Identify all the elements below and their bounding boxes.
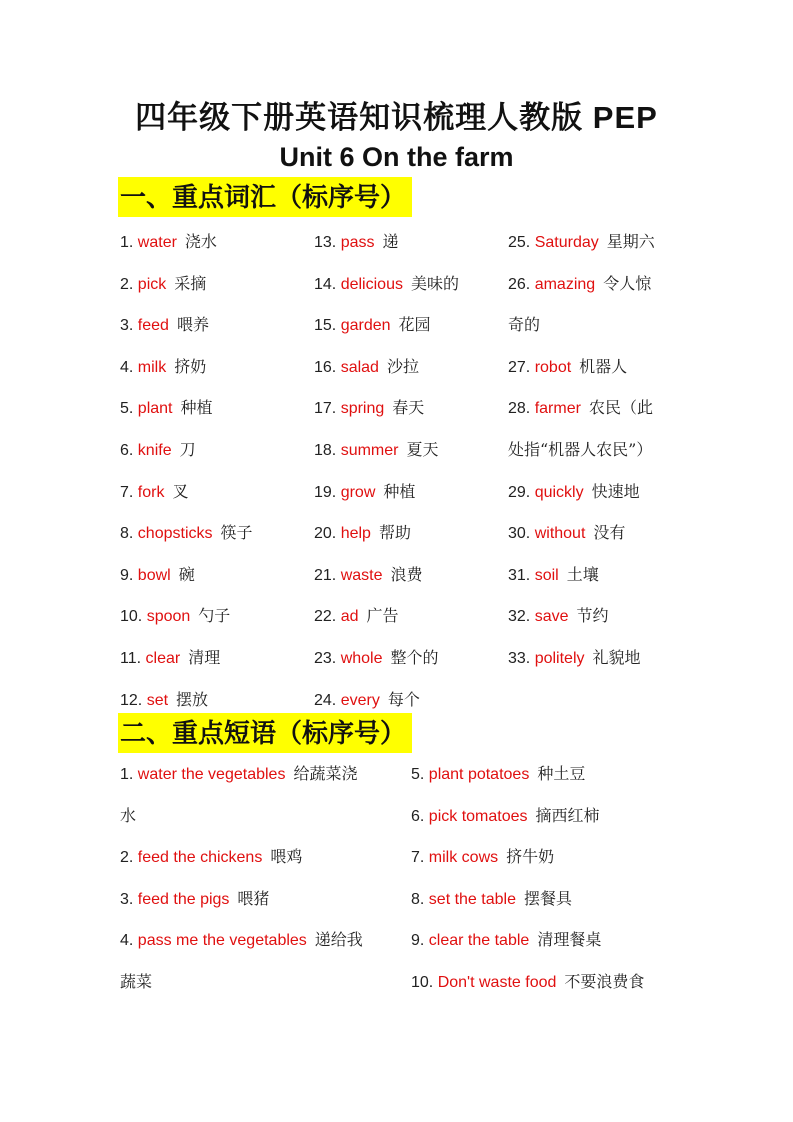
chinese-meaning: 浇水	[184, 232, 217, 251]
list-item	[411, 878, 644, 920]
list-item-continuation	[508, 429, 655, 471]
chinese-meaning: 种植	[180, 398, 213, 418]
english-term: knife	[137, 441, 172, 459]
list-item	[314, 429, 459, 471]
chinese-meaning: 摆放	[176, 689, 209, 709]
vocab-column-2	[314, 221, 459, 720]
list-item	[411, 753, 644, 795]
list-item	[120, 554, 253, 596]
item-number: 12.	[120, 691, 143, 709]
english-term: milk cows	[428, 849, 499, 867]
list-item	[120, 304, 253, 346]
item-number: 9.	[411, 932, 425, 950]
list-item	[411, 836, 644, 878]
english-term: salad	[340, 358, 379, 376]
list-item	[314, 512, 459, 554]
item-number: 5.	[411, 766, 425, 783]
english-term: pass me the vegetables	[137, 932, 307, 950]
list-item	[508, 263, 655, 305]
chinese-meaning: 星期六	[606, 232, 655, 251]
chinese-meaning: 勺子	[198, 606, 231, 626]
list-item	[508, 346, 655, 388]
chinese-meaning: 挤牛奶	[506, 847, 555, 867]
section-heading-vocabulary: 一、重点词汇（标序号）	[118, 177, 412, 217]
chinese-meaning: 挤奶	[174, 356, 207, 376]
chinese-meaning: 采摘	[174, 273, 207, 293]
chinese-meaning: 不要浪费食	[564, 971, 645, 991]
chinese-meaning: 喂猪	[237, 888, 270, 908]
chinese-meaning: 摘西红柿	[535, 805, 600, 825]
item-number: 2.	[120, 849, 134, 867]
list-item	[120, 753, 363, 795]
item-number: 1.	[120, 234, 134, 251]
chinese-meaning: 令人惊	[603, 273, 652, 293]
item-number: 18.	[314, 441, 337, 459]
item-number: 6.	[411, 807, 425, 825]
english-term: help	[340, 525, 371, 543]
english-term: milk	[137, 358, 167, 376]
list-item	[120, 637, 253, 679]
english-term: amazing	[534, 275, 596, 293]
list-item	[314, 471, 459, 513]
english-term: soil	[534, 566, 559, 584]
chinese-meaning: 快速地	[591, 481, 640, 501]
list-item	[120, 221, 253, 263]
chinese-meaning: 沙拉	[386, 356, 419, 376]
english-term: robot	[534, 358, 572, 376]
item-number: 8.	[411, 890, 425, 908]
chinese-meaning: 没有	[593, 523, 626, 543]
chinese-meaning: 清理餐桌	[537, 930, 602, 950]
english-term: grow	[340, 483, 376, 501]
item-number: 3.	[120, 317, 134, 335]
item-number: 3.	[120, 890, 134, 908]
english-term: set the table	[428, 890, 516, 908]
english-term: pass	[340, 234, 375, 251]
section-heading-phrases: 二、重点短语（标序号）	[118, 713, 412, 753]
item-number: 14.	[314, 275, 337, 293]
item-number: 17.	[314, 400, 337, 418]
english-term: save	[534, 608, 569, 626]
item-number: 31.	[508, 566, 531, 584]
phrase-column-2	[411, 753, 644, 1003]
chinese-meaning: 清理	[188, 647, 221, 667]
item-number: 23.	[314, 649, 337, 667]
item-number: 30.	[508, 525, 531, 543]
item-number: 4.	[120, 358, 134, 376]
chinese-meaning: 种植	[383, 481, 416, 501]
chinese-meaning: 喂鸡	[270, 847, 303, 867]
item-number: 9.	[120, 566, 134, 584]
item-number: 4.	[120, 932, 134, 950]
list-item	[411, 961, 644, 1003]
item-number: 5.	[120, 400, 134, 418]
chinese-meaning: 种土豆	[537, 764, 586, 783]
item-number: 33.	[508, 649, 531, 667]
chinese-meaning: 美味的	[410, 273, 459, 293]
english-term: feed the chickens	[137, 849, 263, 867]
english-term: pick	[137, 275, 167, 293]
list-item	[508, 471, 655, 513]
chinese-meaning: 刀	[179, 439, 196, 459]
chinese-meaning: 摆餐具	[523, 888, 572, 908]
list-item	[120, 595, 253, 637]
vocab-column-3	[508, 221, 655, 679]
list-item	[314, 387, 459, 429]
english-term: ad	[340, 608, 359, 626]
list-item	[508, 387, 655, 429]
list-item	[120, 429, 253, 471]
item-number: 25.	[508, 234, 531, 251]
chinese-meaning: 每个	[387, 689, 420, 709]
chinese-meaning: 水	[120, 805, 137, 825]
item-number: 32.	[508, 608, 531, 626]
english-term: every	[340, 691, 380, 709]
item-number: 20.	[314, 525, 337, 543]
list-item	[314, 304, 459, 346]
item-number: 7.	[411, 849, 425, 867]
item-number: 13.	[314, 234, 337, 251]
english-term: clear	[145, 649, 181, 667]
item-number: 1.	[120, 766, 134, 783]
english-term: spoon	[146, 608, 191, 626]
list-item	[508, 554, 655, 596]
item-number: 26.	[508, 275, 531, 293]
list-item-continuation	[120, 795, 363, 837]
item-number: 22.	[314, 608, 337, 626]
english-term: fork	[137, 483, 165, 501]
list-item	[314, 346, 459, 388]
item-number: 11.	[120, 649, 142, 667]
chinese-meaning: 叉	[172, 481, 189, 501]
chinese-meaning: 花园	[398, 315, 431, 335]
chinese-meaning: 碗	[178, 564, 195, 584]
phrase-column-1	[120, 753, 363, 1003]
list-item	[508, 512, 655, 554]
english-term: clear the table	[428, 932, 530, 950]
english-term: farmer	[534, 400, 581, 418]
list-item-continuation	[508, 304, 655, 346]
item-number: 19.	[314, 483, 337, 501]
english-term: pick tomatoes	[428, 807, 528, 825]
item-number: 27.	[508, 358, 531, 376]
item-number: 28.	[508, 400, 531, 418]
list-item	[120, 471, 253, 513]
chinese-meaning: 递	[382, 232, 399, 251]
item-number: 10.	[120, 608, 143, 626]
english-term: Don't waste food	[437, 973, 557, 991]
list-item	[120, 346, 253, 388]
english-term: without	[534, 525, 586, 543]
document-title: 四年级下册英语知识梳理人教版 PEP	[135, 100, 658, 135]
list-item	[411, 795, 644, 837]
chinese-meaning: 土壤	[566, 564, 599, 584]
vocab-column-1	[120, 221, 253, 720]
list-item	[120, 387, 253, 429]
english-term: plant	[137, 400, 173, 418]
item-number: 15.	[314, 317, 337, 335]
english-term: waste	[340, 566, 383, 584]
chinese-meaning: 处指“机器人农民”）	[508, 439, 653, 459]
item-number: 10.	[411, 973, 434, 991]
list-item	[120, 878, 363, 920]
list-item	[411, 919, 644, 961]
chinese-meaning: 帮助	[378, 523, 411, 543]
english-term: bowl	[137, 566, 171, 584]
list-item	[314, 263, 459, 305]
english-term: garden	[340, 317, 391, 335]
chinese-meaning: 节约	[576, 606, 609, 626]
list-item	[120, 512, 253, 554]
list-item	[314, 595, 459, 637]
item-number: 24.	[314, 691, 337, 709]
list-item	[120, 263, 253, 305]
chinese-meaning: 广告	[366, 606, 399, 626]
english-term: water the vegetables	[137, 766, 286, 783]
item-number: 6.	[120, 441, 134, 459]
item-number: 2.	[120, 275, 134, 293]
list-item	[508, 595, 655, 637]
chinese-meaning: 浪费	[390, 564, 423, 584]
english-term: water	[137, 234, 177, 251]
list-item	[508, 221, 655, 263]
item-number: 16.	[314, 358, 337, 376]
chinese-meaning: 奇的	[508, 315, 541, 335]
english-term: whole	[340, 649, 383, 667]
chinese-meaning: 蔬菜	[120, 971, 153, 991]
english-term: plant potatoes	[428, 766, 530, 783]
chinese-meaning: 筷子	[220, 523, 253, 543]
chinese-meaning: 整个的	[390, 647, 439, 667]
english-term: politely	[534, 649, 585, 667]
list-item	[314, 221, 459, 263]
english-term: feed the pigs	[137, 890, 230, 908]
unit-title: Unit 6 On the farm	[279, 142, 514, 172]
english-term: chopsticks	[137, 525, 213, 543]
list-item	[508, 637, 655, 679]
list-item	[314, 637, 459, 679]
list-item	[120, 836, 363, 878]
chinese-meaning: 喂养	[176, 315, 209, 335]
english-term: spring	[340, 400, 385, 418]
chinese-meaning: 农民（此	[588, 398, 653, 418]
list-item	[120, 919, 363, 961]
chinese-meaning: 春天	[392, 398, 425, 418]
english-term: set	[146, 691, 169, 709]
item-number: 8.	[120, 525, 134, 543]
chinese-meaning: 递给我	[314, 930, 363, 950]
item-number: 21.	[314, 566, 337, 584]
english-term: feed	[137, 317, 169, 335]
chinese-meaning: 夏天	[406, 439, 439, 459]
english-term: delicious	[340, 275, 403, 293]
item-number: 7.	[120, 483, 134, 501]
english-term: Saturday	[534, 234, 599, 251]
english-term: summer	[340, 441, 399, 459]
item-number: 29.	[508, 483, 531, 501]
list-item	[314, 554, 459, 596]
list-item-continuation	[120, 961, 363, 1003]
english-term: quickly	[534, 483, 584, 501]
chinese-meaning: 给蔬菜浇	[293, 764, 358, 783]
chinese-meaning: 机器人	[579, 356, 628, 376]
chinese-meaning: 礼貌地	[592, 647, 641, 667]
